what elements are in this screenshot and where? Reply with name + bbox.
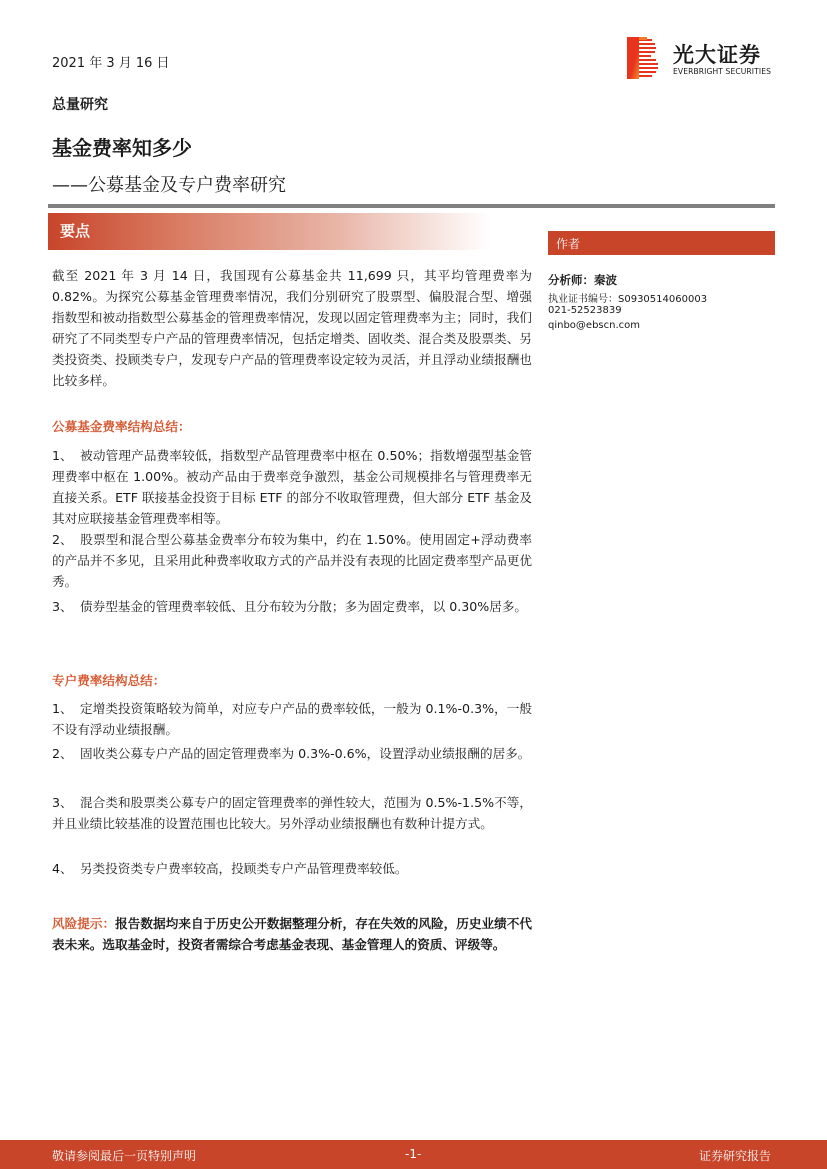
- page-number: -1-: [405, 1147, 422, 1161]
- item-number: 4、: [52, 861, 73, 876]
- section-heading-public-funds: 公募基金费率结构总结：: [52, 419, 191, 434]
- item-text: 另类投资类专户费率较高，投顾类专户产品管理费率较低。: [80, 861, 408, 876]
- item-text: 混合类和股票类公募专户的固定管理费率的弹性较大，范围为 0.5%-1.5%不等，并且业绩比较基准的设置范围也比较大。另外浮动业绩报酬也有数种计提方式。: [52, 795, 532, 831]
- report-subtitle: ——公募基金及专户费率研究: [52, 175, 286, 196]
- item-text: 股票型和混合型公募基金费率分布较为集中，约在 1.50%。使用固定+浮动费率的产品并不多见，且采用此种费率收取方式的产品并没有表现的比固定费率型产品更优秀。: [52, 532, 532, 589]
- header-divider: [48, 204, 775, 208]
- item-text: 债券型基金的管理费率较低、且分布较为分散；多为固定费率，以 0.30%居多。: [80, 599, 528, 614]
- report-title: 基金费率知多少: [52, 136, 192, 160]
- item-number: 3、: [52, 599, 73, 614]
- item-number: 3、: [52, 795, 73, 810]
- author-banner-label: 作者: [556, 237, 581, 251]
- risk-text: 报告数据均来自于历史公开数据整理分析，存在失效的风险，历史业绩不代表未来。选取基金时，投资者需综合考虑基金表现、基金管理人的资质、评级等。: [52, 916, 533, 952]
- risk-warning: [52, 913, 532, 955]
- analyst-name: 分析师：秦波: [548, 273, 617, 287]
- company-logo: [627, 37, 777, 81]
- footer-report-type: 证券研究报告: [698, 1149, 771, 1163]
- list-item: [52, 529, 532, 592]
- analyst-license: 执业证书编号：S0930514060003: [548, 294, 708, 305]
- report-category: 总量研究: [52, 97, 108, 113]
- item-text: 定增类投资策略较为简单，对应专户产品的费率较低，一般为 0.1%-0.3%，一般不设有浮动业绩报酬。: [52, 701, 532, 737]
- list-item: [52, 792, 532, 834]
- keypoints-intro: 截至 2021 年 3 月 14 日，我国现有公募基金共 11,699 只，其平均管理费率为 0.82%。为探究公募基金管理费率情况，我们分别研究了股票型、偏股混合型、增强指数型和被动指数型公募基金的管理费率情况，发现以固定管理费率为主；同时，我们研究了不同类型专户产品的管理费率情况，包括定增类、固收类、混合类及股票类、另类投资类、投顾类专户，发现专户产品的管理费率设定较为灵活，并且浮动业绩报酬也比较多样。: [52, 268, 532, 388]
- list-item: [52, 858, 532, 879]
- list-item: [52, 743, 532, 764]
- report-date: 2021 年 3 月 16 日: [52, 56, 170, 71]
- analyst-phone: 021-52523839: [548, 305, 622, 316]
- item-number: 1、: [52, 448, 73, 463]
- item-text: 固收类公募专户产品的固定管理费率为 0.3%-0.6%，设置浮动业绩报酬的居多。: [80, 746, 531, 761]
- logo-name-en: EVERBRIGHT SECURITIES: [673, 67, 772, 76]
- keypoints-banner-label: 要点: [60, 222, 91, 240]
- page-footer: [0, 1140, 827, 1169]
- logo-name-cn: 光大证券: [673, 43, 761, 67]
- list-item: [52, 698, 532, 740]
- item-number: 2、: [52, 746, 73, 761]
- list-item: [52, 596, 532, 617]
- everbright-logo-icon: [627, 37, 659, 79]
- keypoints-banner: [48, 213, 490, 250]
- item-number: 1、: [52, 701, 73, 716]
- item-number: 2、: [52, 532, 73, 547]
- list-item: [52, 445, 532, 529]
- section-heading-special-accounts: 专户费率结构总结：: [52, 673, 166, 688]
- item-text: 被动管理产品费率较低，指数型产品管理费率中枢在 0.50%；指数增强型基金管理费率中枢在 1.00%。被动产品由于费率竞争激烈，基金公司规模排名与管理费率无直接关系。ETF 联接基金投资于目标 ETF 的部分不收取管理费，但大部分 ETF 基金及其对应联接基金管理费率相等。: [52, 448, 532, 526]
- footer-disclaimer: 敬请参阅最后一页特别声明: [52, 1149, 197, 1163]
- author-banner: [548, 231, 775, 255]
- analyst-email[interactable]: qinbo@ebscn.com: [548, 320, 641, 331]
- risk-label: 风险提示：: [52, 916, 116, 931]
